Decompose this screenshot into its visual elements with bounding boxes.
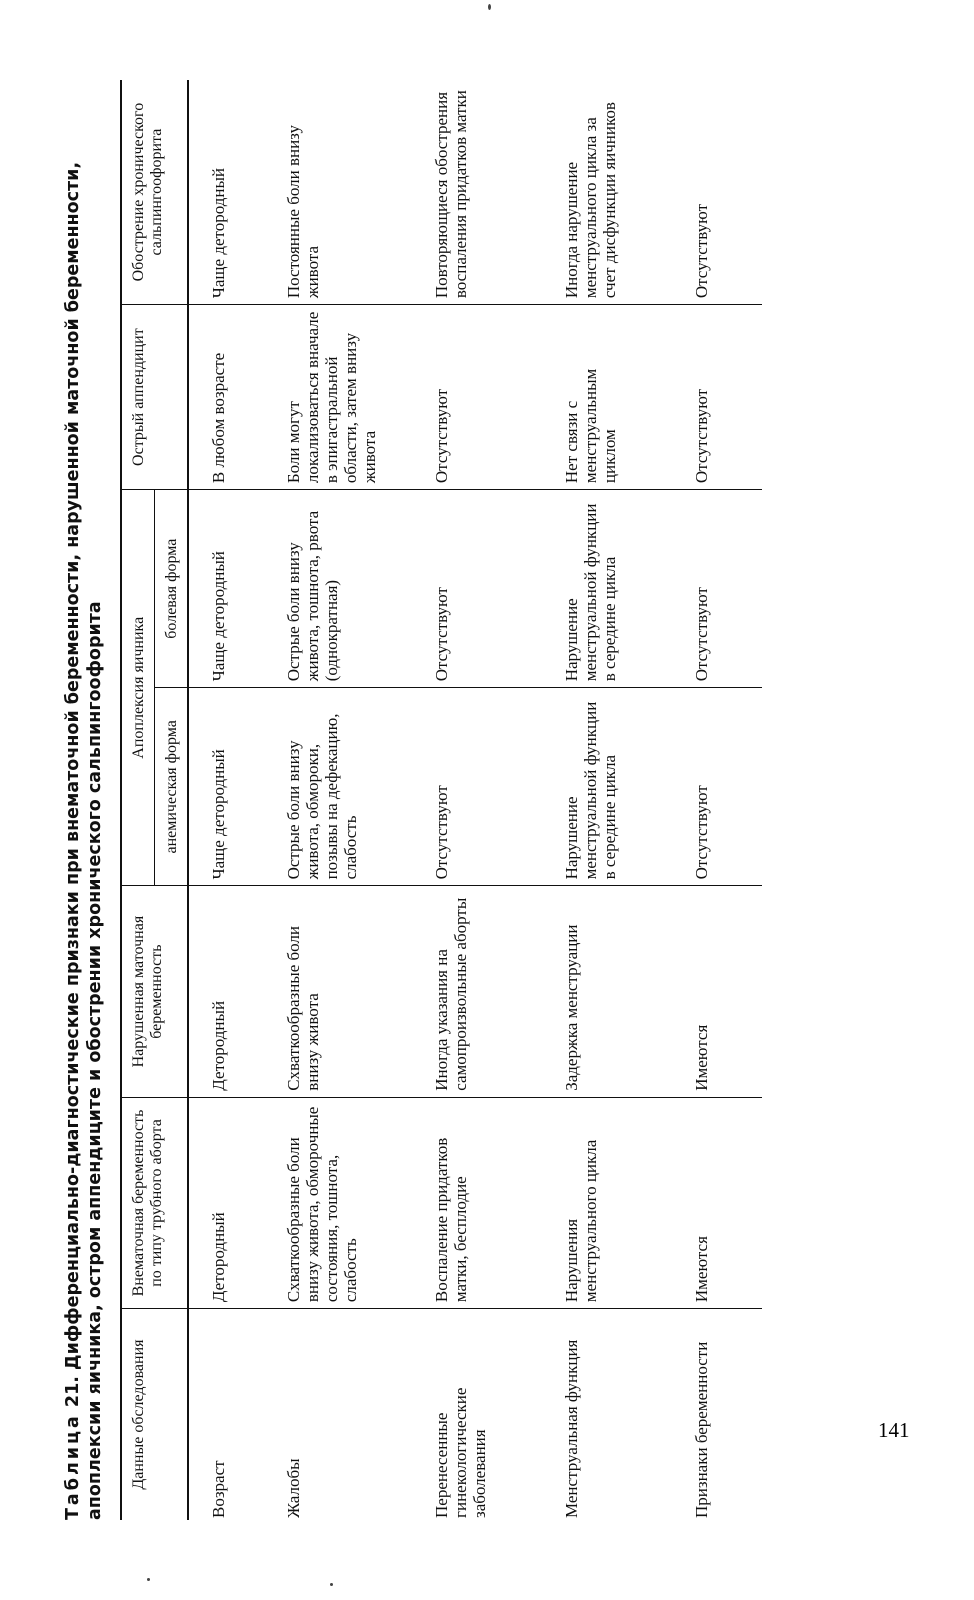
table-cell: Воспаление придатков матки, бесплодие [412,1097,542,1308]
table-cell: Повторяющиеся обострения воспаления придатков матки [412,80,542,305]
row-label: Возраст [209,1460,228,1518]
page-number: 141 [878,1418,910,1442]
table-cell: Схваткообразные боли внизу живота [264,886,412,1097]
table-cell: Имеются [672,886,762,1097]
table-cell: Задержка менструации [542,886,672,1097]
table-cell: Отсутствуют [672,688,762,886]
row-label: Менструальная функция [562,1339,581,1518]
table-cell: Чаще детородный [188,688,264,886]
caption-number: 21. [63,1376,83,1408]
table-cell: Отсутствуют [412,688,542,886]
scan-speck [330,1583,333,1586]
table-row [672,80,762,1520]
scan-speck [488,4,491,10]
table-cell: Детородный [188,1097,264,1308]
table-cell: Отсутствуют [412,305,542,490]
table-cell: Острые боли внизу живота, тошнота, рвота (однократная) [264,490,412,688]
caption-text: Дифференциально-диагностические признаки при внематочной беременности, нарушенной маточной беременности, апоплексии яичника, остром аппендиците и обострении хронического сальпингоофорита [63,161,105,1520]
table-cell: Нарушения менструального цикла [542,1097,672,1308]
table-cell: Постоянные боли внизу живота [264,80,412,305]
diagnostic-table [120,80,762,1520]
table-row [542,80,672,1520]
table-cell: Чаще детородный [188,490,264,688]
table-cell: Нет связи с менструальным циклом [542,305,672,490]
header-appendicitis: Острый аппендицит [121,305,188,490]
row-label: Жалобы [284,1458,303,1518]
table-cell: Боли могут локализоваться вначале в эпигастральной области, затем внизу живота [264,305,412,490]
table-cell: Схваткообразные боли внизу живота, обморочные состояния, тошнота, слабость [264,1097,412,1308]
header-apoplexy-anemic: анемическая форма [155,688,189,886]
header-salpingo: Обострение хронического сальпингоофорита [121,80,188,305]
table-cell: Нарушение менструальной функции в середине цикла [542,490,672,688]
table-cell: Иногда указания на самопроизвольные аборты [412,886,542,1097]
header-uterine: Нарушенная маточная беременность [121,886,188,1097]
header-ectopic: Внематочная беременность по типу трубного аборта [121,1097,188,1308]
table-cell: Отсутствуют [672,80,762,305]
table-row [264,80,412,1520]
table-cell: Нарушение менструальной функции в середине цикла [542,688,672,886]
table-cell: Детородный [188,886,264,1097]
table-cell: Отсутствуют [412,490,542,688]
table-cell: Имеются [672,1097,762,1308]
rotated-page [50,40,950,1560]
header-apoplexy-pain: болевая форма [155,490,189,688]
caption-label: Таблица [63,1413,83,1520]
row-label: Перенесенные гинекологические заболевания [432,1387,489,1518]
scan-speck [147,1578,150,1581]
table-cell: Чаще детородный [188,80,264,305]
table-cell: Отсутствуют [672,490,762,688]
table-row [188,80,264,1520]
table-cell: В любом возрасте [188,305,264,490]
table-caption [62,80,106,1520]
table-row [412,80,542,1520]
header-data: Данные обследования [130,1339,147,1490]
table-cell: Отсутствуют [672,305,762,490]
header-apoplexy: Апоплексия яичника [121,490,155,886]
row-label: Признаки беременности [692,1341,711,1518]
table-cell: Иногда нарушение менструального цикла за счет дисфункции яичников [542,80,672,305]
table-cell: Острые боли внизу живота, обмороки, позывы на дефекацию, слабость [264,688,412,886]
